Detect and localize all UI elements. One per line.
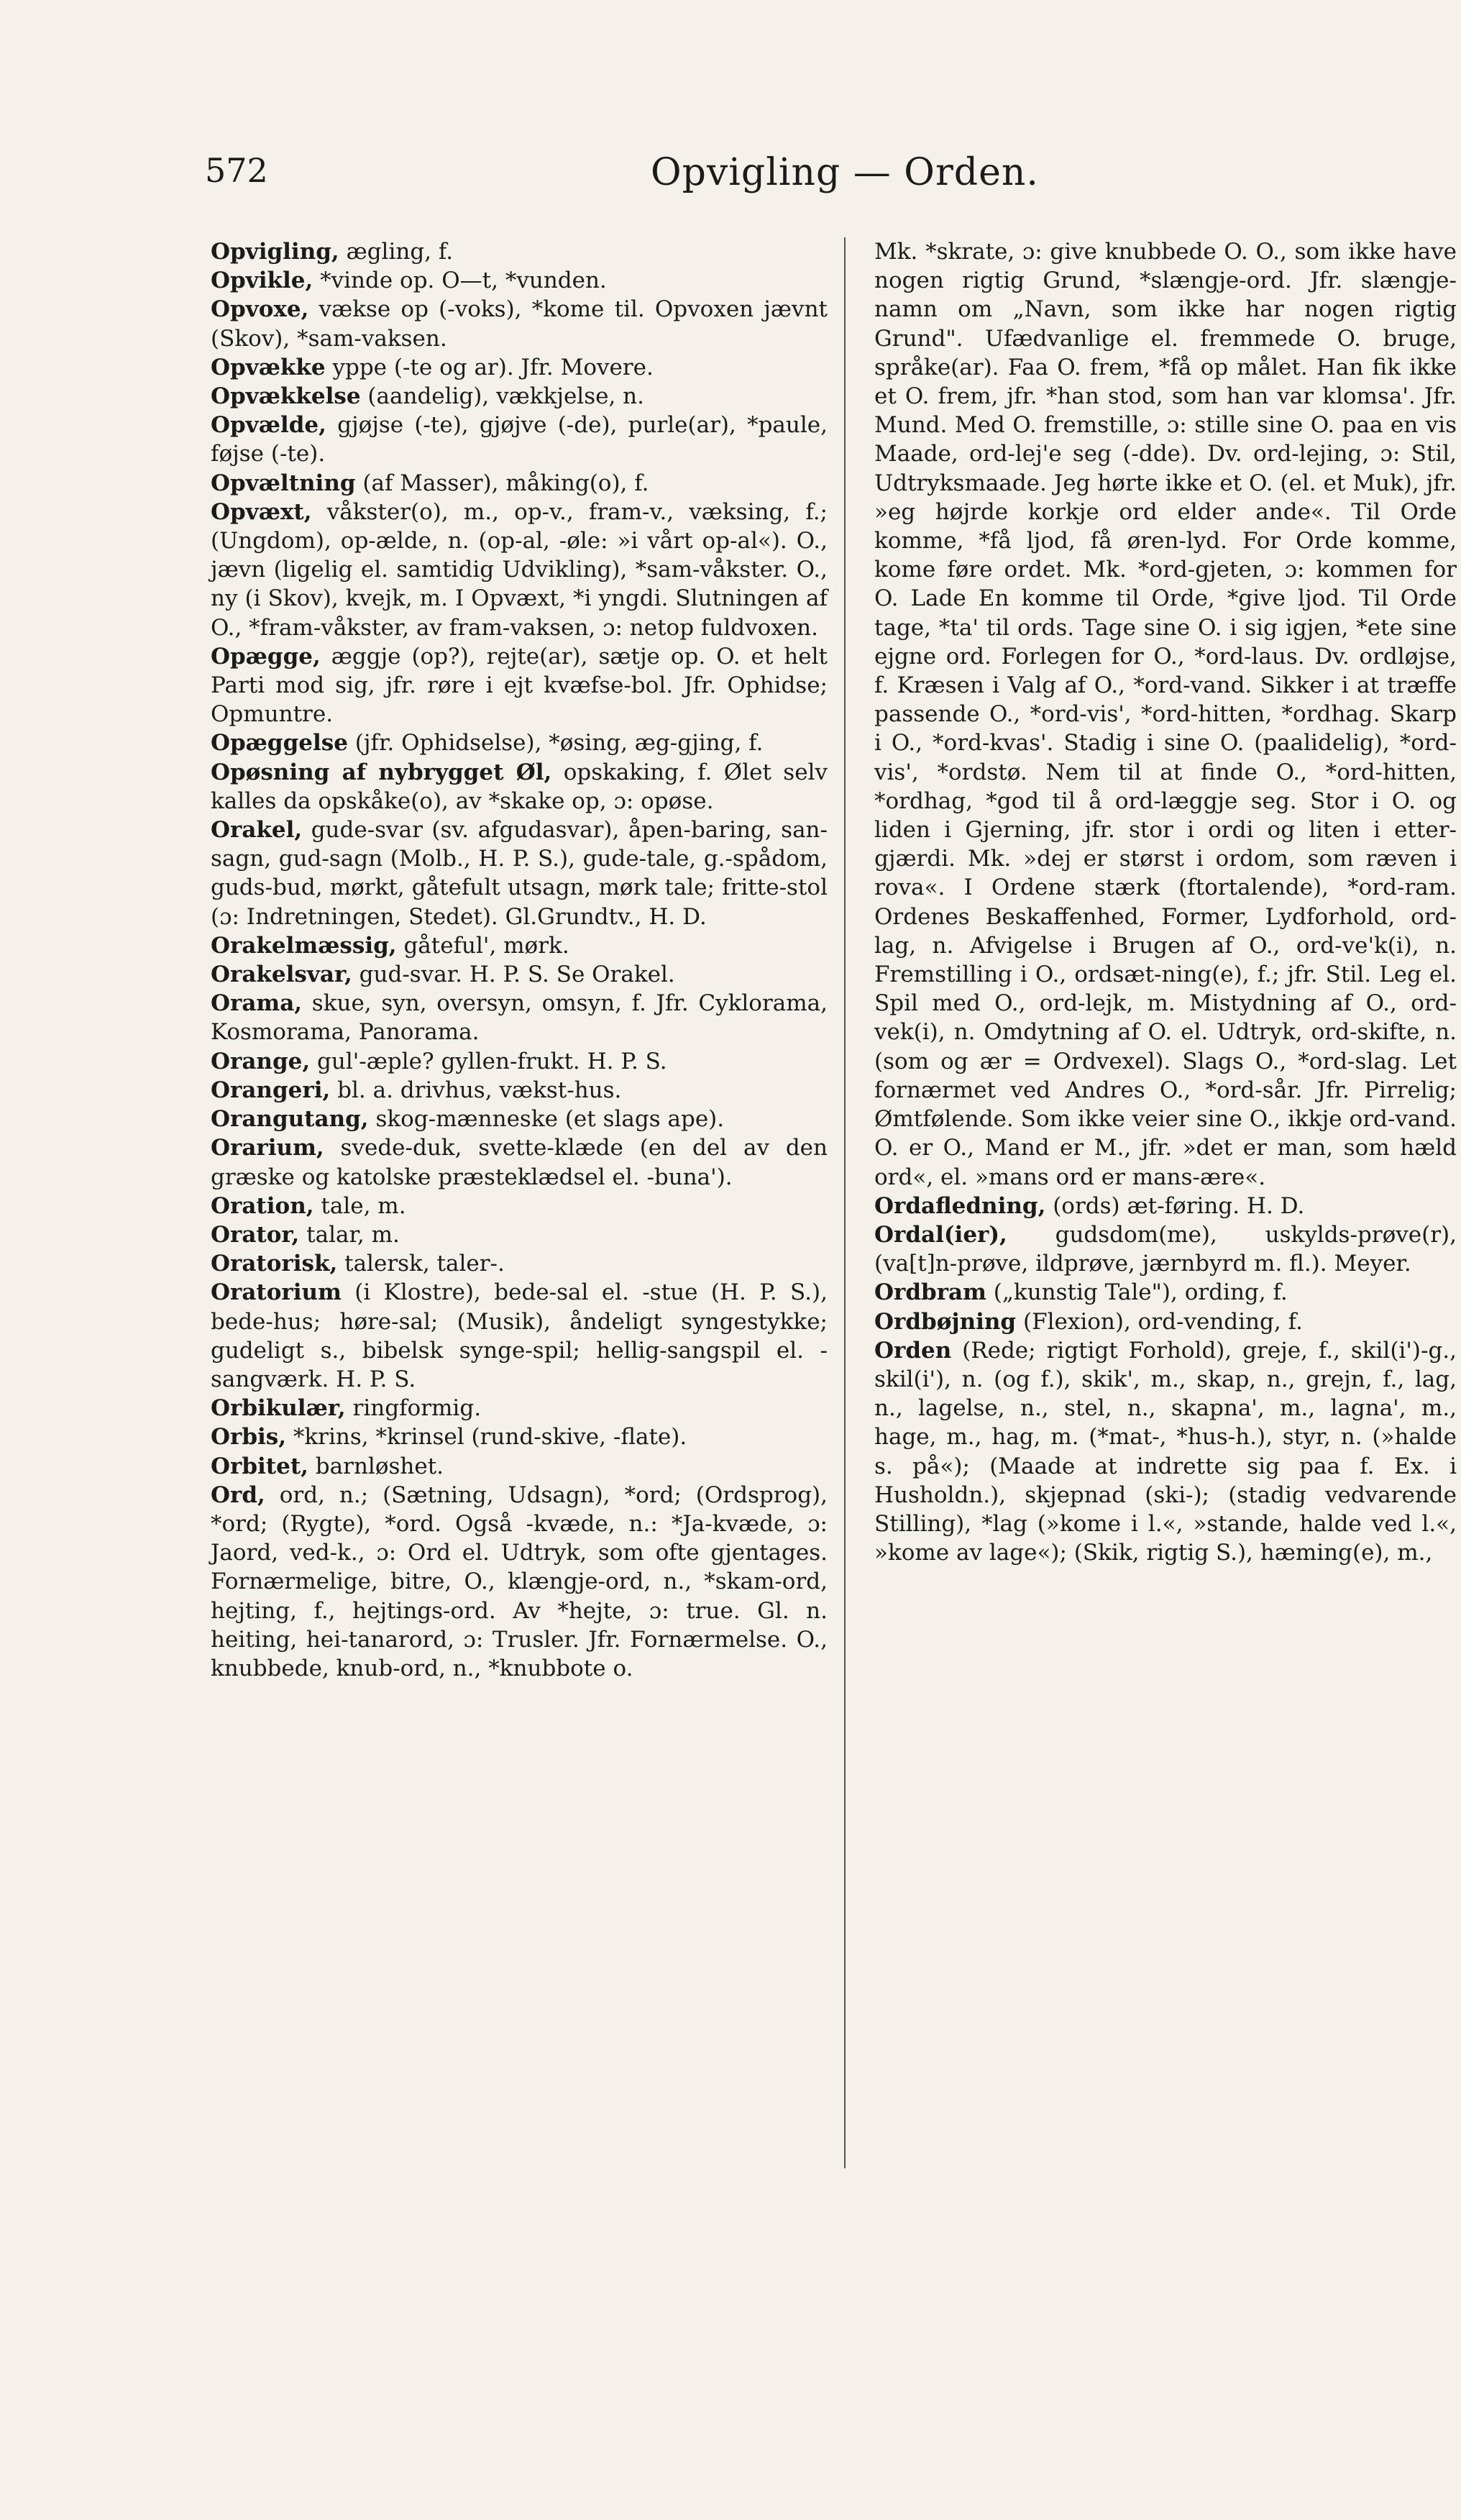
headword: Opægge, [211, 643, 321, 670]
definition: bl. a. drivhus, vækst-hus. [330, 1077, 622, 1103]
headword: Orakelsvar, [211, 962, 352, 988]
dictionary-entry [211, 989, 828, 1046]
definition: gul'-æple? gyllen-frukt. H. P. S. [310, 1048, 667, 1074]
headword: Opvæltning [211, 470, 356, 496]
dictionary-entry [211, 960, 828, 989]
dictionary-entry [211, 382, 828, 411]
definition: skue, syn, oversyn, omsyn, f. Jfr. Cyklorama, Kosmorama, Panorama. [211, 990, 828, 1046]
page-header [205, 151, 1460, 201]
headword: Opvigling, [211, 239, 339, 265]
definition: vækse op (-voks), *kome til. Opvoxen jævnt (Skov), *sam-vaksen. [211, 296, 828, 352]
headword: Opvælde, [211, 412, 326, 439]
headword: Oration, [211, 1192, 314, 1219]
headword: Opvoxe, [211, 296, 309, 323]
definition: (jfr. Ophidselse), *øsing, æg-gjing, f. [347, 730, 764, 757]
definition: talar, m. [299, 1221, 400, 1248]
definition: (ords) æt-føring. H. D. [1045, 1192, 1305, 1219]
definition: (aandelig), vækkjelse, n. [360, 383, 644, 410]
definition: skog-mænneske (et slags ape). [368, 1106, 725, 1133]
definition: ringformig. [345, 1395, 482, 1422]
definition: Mk. *skrate, ɔ: give knubbede O. O., som ikke have nogen rigtig Grund, *slængje-ord. Jfr. slængje-namn om „Navn, som ikke har nogen rigtig Grund". Ufædvanlige el. fremmede O. bruge, språke(ar). Faa O. frem, *få op målet. Han fik ikke et O. frem, jfr. *han stod, som han var klomsa'. Jfr. Mund. Med O. fremstille, ɔ: stille sine O. paa en vis Maade, ord-lej'e seg (-dde). Dv. ord-lejing, ɔ: Stil, Udtryksmaade. Jeg hørte ikke et O. (el. et Muk), jfr. »eg højrde korkje ord elder ande«. Til Orde komme, *få ljod, få øren-lyd. For Orde komme, kome føre ordet. Mk. *ord-gjeten, ɔ: kommen for O. Lade En komme til Orde, *give ljod. Til Orde tage, *ta' til ords. Tage sine O. i sig igjen, *ete sine ejgne ord. Forlegen for O., *ord-laus. Dv. ordløjse, f. Kræsen i Valg af O., *ord-vand. Sikker i at træffe passende O., *ord-vis', *ord-hitten, *ordhag. Skarp i O., *ord-kvas'. Stadig i sine O. (paalidelig), *ord-vis', *ordstø. Nem til at finde O., *ord-hitten, *ordhag, *god til å ord-læggje seg. Stor i O. og liden i Gjerning, jfr. stor i ordi og liten i etter-gjærdi. Mk. »dej er størst i ordom, som ræven i rova«. I Ordene stærk (ftortalende), *ord-ram. Ordenes Beskaffenhed, Former, Lydforhold, ord-lag, n. Afvigelse i Brugen af O., ord-ve'k(i), n. Fremstilling i O., ordsæt-ning(e), f.; jfr. Stil. Leg el. Spil med O., ord-lejk, m. Mistydning af O., ord-vek(i), n. Omdytning af O. el. Udtryk, ord-skifte, n. (som og ær = Ordvexel). Slags O., *ord-slag. Let fornærmet ved Andres O., *ord-sår. Jfr. Pirrelig; Ømtfølende. Som ikke veier sine O., ikkje ord-vand. O. er O., Mand er M., jfr. »det er man, som hæld ord«, el. »mans ord er mans-ære«. [874, 239, 1457, 1190]
definition: (Rede; rigtigt Forhold), greje, f., skil(i')-g., skil(i'), n. (og f.), skik', m., skap, n., grejn, f., lag, n., lagelse, n., stel, n., skapna', m., lagna', m., hage, m., hag, m. (*mat-, *hus-h.), styr, n. (»halde s. på«); (Maade at indrette sig paa f. Ex. i Husholdn.), skjepnad (ski-); (stadig vedvarende Stilling), *lag (»kome i l.«, »stande, halde ved l.«, »kome av lage«); (Skik, rigtig S.), hæming(e), m., [874, 1337, 1457, 1566]
headword: Opæggelse [211, 730, 348, 757]
dictionary-entry [211, 498, 828, 642]
headword: Orator, [211, 1221, 300, 1248]
definition: *krins, *krinsel (rund-skive, -flate). [286, 1424, 687, 1451]
headword: Orakelmæssig, [211, 932, 397, 959]
dictionary-entry-continued [874, 237, 1457, 1192]
headword: Orangutang, [211, 1106, 369, 1133]
headword: Orbikulær, [211, 1395, 346, 1422]
headword: Ordbram [874, 1279, 986, 1306]
dictionary-entry [211, 1192, 828, 1220]
dictionary-entry [874, 1192, 1457, 1220]
definition: (i Klostre), bede-sal el. -stue (H. P. S.), bede-hus; høre-sal; (Musik), åndeligt syngestykke; gudeligt s., bibelsk synge-spil; hellig-sangspil el. -sangværk. H. P. S. [211, 1279, 828, 1392]
definition: *vinde op. O—t, *vunden. [313, 268, 607, 294]
dictionary-entry [211, 1481, 828, 1683]
definition: æggje (op?), rejte(ar), sætje op. O. et helt Parti mod sig, jfr. røre i ejt kvæfse-bol. Jfr. Ophidse; Opmuntre. [211, 643, 828, 728]
definition: yppe (-te og ar). Jfr. Movere. [325, 354, 654, 380]
dictionary-entry [211, 1133, 828, 1191]
dictionary-entry [211, 1220, 828, 1249]
dictionary-entry [211, 1278, 828, 1394]
definition: gudsdom(me), uskylds-prøve(r), (va[t]n-prøve, ildprøve, jærnbyrd m. fl.). Meyer. [874, 1221, 1457, 1277]
headword: Opvækkelse [211, 383, 361, 410]
dictionary-entry [211, 237, 828, 266]
dictionary-entry [211, 816, 828, 931]
dictionary-entry [211, 1394, 828, 1423]
headword: Oratorium [211, 1279, 342, 1306]
headword: Orangeri, [211, 1077, 331, 1103]
dictionary-entry [211, 469, 828, 498]
left-column [211, 237, 828, 1683]
dictionary-entry [211, 642, 828, 729]
dictionary-entry [874, 1220, 1457, 1278]
definition: ægling, f. [339, 239, 454, 265]
definition: svede-duk, svette-klæde (en del av den græske og katolske præsteklædsel el. -buna'). [211, 1135, 828, 1190]
headword: Opvikle, [211, 268, 313, 294]
dictionary-entry [211, 1105, 828, 1133]
dictionary-entry [211, 1452, 828, 1481]
definition: gjøjse (-te), gjøjve (-de), purle(ar), *paule, føjse (-te). [211, 412, 828, 467]
headword: Orbitet, [211, 1453, 308, 1479]
definition: barnløshet. [308, 1453, 444, 1479]
definition: gud-svar. H. P. S. Se Orakel. [352, 962, 675, 988]
column-divider [844, 237, 846, 2168]
dictionary-entry [211, 353, 828, 382]
headword: Orarium, [211, 1135, 324, 1161]
page-number: 572 [205, 151, 268, 190]
dictionary-entry [211, 266, 828, 295]
definition: ord, n.; (Sætning, Udsagn), *ord; (Ordsprog), *ord; (Rygte), *ord. Også -kvæde, n.: *Ja-kvæde, ɔ: Jaord, ved-k., ɔ: Ord el. Udtryk, som ofte gjentages. Fornærmelige, bitre, O., klængje-ord, n., *skam-ord, hejting, f., hejtings-ord. Av *hejte, ɔ: true. Gl. n. heiting, hei-tanarord, ɔ: Trusler. Jfr. Fornærmelse. O., knubbede, knub-ord, n., *knubbote o. [211, 1482, 828, 1681]
page-title: Opvigling — Orden. [651, 151, 1039, 194]
headword: Oratorisk, [211, 1251, 338, 1277]
definition: våkster(o), m., op-v., fram-v., væksing, f.; (Ungdom), op-ælde, n. (op-al, -øle: »i vårt op-al«). O., jævn (ligelig el. samtidig Udvikling), *sam-våkster. O., ny (i Skov), kvejk, m. I Opvæxt, *i yngdi. Slutningen af O., *fram-våkster, av fram-vaksen, ɔ: netop fuldvoxen. [211, 498, 828, 641]
headword: Ordal(ier), [874, 1221, 1007, 1248]
dictionary-entry [211, 1423, 828, 1451]
definition: (af Masser), måking(o), f. [355, 470, 649, 496]
dictionary-entry [874, 1336, 1457, 1568]
headword: Opvæxt, [211, 498, 312, 525]
headword: Ordafledning, [874, 1192, 1046, 1219]
dictionary-entry [211, 758, 828, 816]
dictionary-entry [211, 411, 828, 468]
headword: Orama, [211, 990, 303, 1017]
dictionary-entry [211, 729, 828, 757]
definition: (Flexion), ord-vending, f. [1016, 1308, 1303, 1335]
definition: gude-svar (sv. afgudasvar), åpen-baring, san-sagn, gud-sagn (Molb., H. P. S.), gude-tale, g.-spådom, guds-bud, mørkt, gåtefult utsagn, mørk tale; fritte-stol (ɔ: Indretningen, Stedet). Gl.Grundtv., H. D. [211, 817, 828, 930]
definition: („kunstig Tale"), ording, f. [986, 1279, 1288, 1306]
dictionary-entry [211, 295, 828, 352]
definition: opskaking, f. Ølet selv kalles da opskåke(o), av *skake op, ɔ: opøse. [211, 759, 828, 814]
headword: Orange, [211, 1048, 311, 1074]
headword: Opøsning af nybrygget Øl, [211, 759, 552, 785]
headword: Opvække [211, 354, 326, 380]
definition: tale, m. [313, 1192, 406, 1219]
dictionary-entry [874, 1278, 1457, 1307]
dictionary-entry [874, 1307, 1457, 1336]
headword: Orden [874, 1337, 952, 1364]
right-column [874, 237, 1457, 1567]
headword: Orbis, [211, 1424, 287, 1451]
dictionary-entry [211, 931, 828, 960]
dictionary-entry [211, 1047, 828, 1076]
definition: gåteful', mørk. [396, 932, 569, 959]
dictionary-entry [211, 1076, 828, 1105]
headword: Ordbøjning [874, 1308, 1017, 1335]
dictionary-entry [211, 1249, 828, 1278]
headword: Ord, [211, 1482, 265, 1508]
definition: talersk, taler-. [337, 1251, 505, 1277]
headword: Orakel, [211, 817, 303, 844]
